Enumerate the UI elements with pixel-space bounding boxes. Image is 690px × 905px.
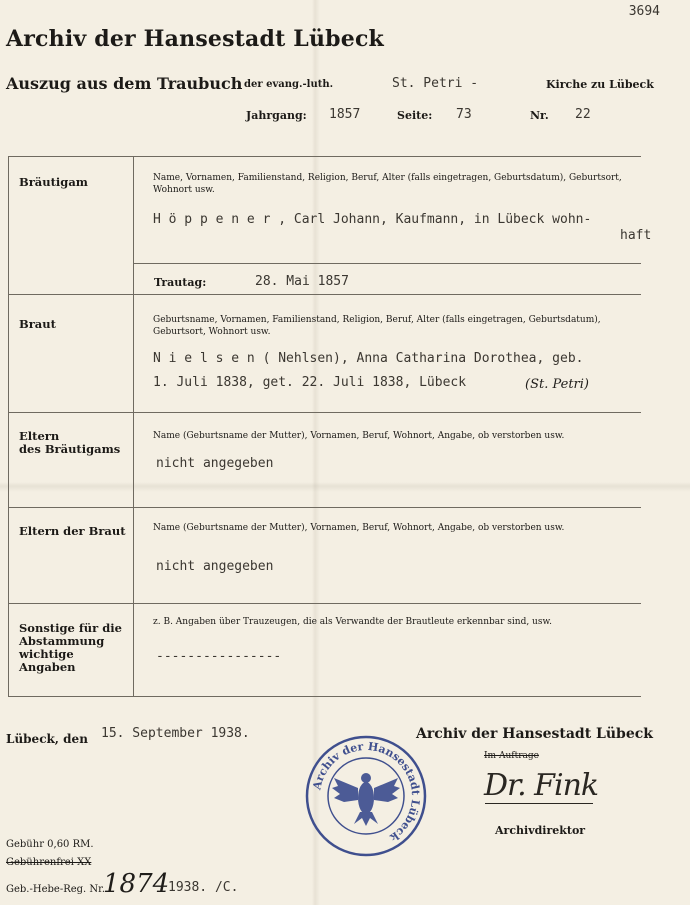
nr-value: 22 — [575, 107, 591, 122]
groom-value-line2: haft — [620, 228, 652, 243]
archive-title: Archiv der Hansestadt Lübeck — [6, 26, 384, 52]
row-divider-4 — [8, 603, 641, 604]
nr-label: Nr. — [530, 109, 549, 122]
register-number: 1874 — [103, 869, 170, 899]
row-divider-3 — [8, 507, 641, 508]
other-value: ---------------- — [156, 649, 282, 664]
fee-free-text: Gebührenfrei XX — [6, 857, 92, 868]
director-signature: Dr. Fink — [484, 768, 599, 803]
issuer-name: Archiv der Hansestadt Lübeck — [416, 726, 653, 742]
issue-date: 15. September 1938. — [101, 726, 250, 741]
bride-parents-value: nicht angegeben — [156, 559, 274, 574]
row-divider-1 — [8, 294, 641, 295]
page-value: 73 — [456, 107, 472, 122]
groom-parents-label-line2: des Bräutigams — [19, 442, 121, 456]
archive-seal — [304, 734, 428, 858]
table-left-border — [8, 156, 9, 696]
director-role: Archivdirektor — [495, 824, 586, 837]
table-bottom-border — [8, 696, 641, 697]
wedding-date: 28. Mai 1857 — [255, 274, 349, 289]
groom-divider — [133, 263, 641, 264]
bride-parish-note: (St. Petri) — [525, 377, 589, 392]
extract-label: Auszug aus dem Traubuch — [6, 74, 243, 93]
church-suffix: Kirche zu Lübeck — [546, 78, 654, 91]
groom-value-line1: H ö p p e n e r , Carl Johann, Kaufmann, in Lübeck wohn- — [153, 212, 592, 227]
bride-value-line2: 1. Juli 1838, get. 22. Juli 1838, Lübeck — [153, 375, 467, 390]
doc-number: 3694 — [628, 4, 660, 19]
bride-parents-description: Name (Geburtsname der Mutter), Vornamen, Beruf, Wohnort, Angabe, ob verstorben usw. — [153, 523, 565, 533]
wedding-label: Trautag: — [154, 276, 207, 289]
struck-label: Im Auftrage — [484, 751, 539, 761]
table-top-border — [8, 156, 641, 157]
bride-value-line1: N i e l s e n ( Nehlsen), Anna Catharina Dorothea, geb. — [153, 351, 584, 366]
other-description: z. B. Angaben über Trauzeugen, die als Verwandte der Brautleute erkennbar sind, usw. — [153, 617, 552, 627]
groom-parents-label-line1: Eltern — [19, 429, 60, 443]
extract-suffix: der evang.-luth. — [244, 79, 334, 90]
svg-text:Archiv der Hansestadt Lübeck: Archiv der Hansestadt Lübeck — [310, 739, 423, 845]
other-label-line4: Angaben — [19, 660, 76, 674]
other-label-line2: Abstammung — [19, 634, 105, 648]
eagle-icon — [332, 773, 400, 826]
groom-parents-description: Name (Geburtsname der Mutter), Vornamen, Beruf, Wohnort, Angabe, ob verstorben usw. — [153, 431, 565, 441]
page-label: Seite: — [397, 109, 433, 122]
register-label: Geb.-Hebe-Reg. Nr. — [6, 884, 106, 895]
year-value: 1857 — [329, 107, 361, 122]
groom-parents-value: nicht angegeben — [156, 456, 274, 471]
other-label-line3: wichtige — [19, 647, 74, 661]
bride-parents-label: Eltern der Braut — [19, 524, 126, 538]
church-name: St. Petri - — [392, 76, 479, 91]
register-suffix: 1938. /C. — [168, 880, 239, 895]
place-label: Lübeck, den — [6, 732, 88, 746]
table-column-divider — [133, 156, 134, 696]
signature-stroke — [485, 803, 593, 804]
fee-text: Gebühr 0,60 RM. — [6, 839, 94, 850]
bride-label: Braut — [19, 317, 56, 331]
other-label-line1: Sonstige für die — [19, 621, 122, 635]
groom-label: Bräutigam — [19, 175, 88, 189]
groom-description: Name, Vornamen, Familienstand, Religion, Beruf, Alter (falls eingetragen, Geburtsdatum), Geburtsort, Wohnort usw. — [153, 173, 622, 195]
bride-description: Geburtsname, Vornamen, Familienstand, Religion, Beruf, Alter (falls eingetragen, Geburtsdatum), Geburtsort, Wohnort usw. — [153, 315, 601, 337]
year-label: Jahrgang: — [246, 109, 307, 122]
row-divider-2 — [8, 412, 641, 413]
